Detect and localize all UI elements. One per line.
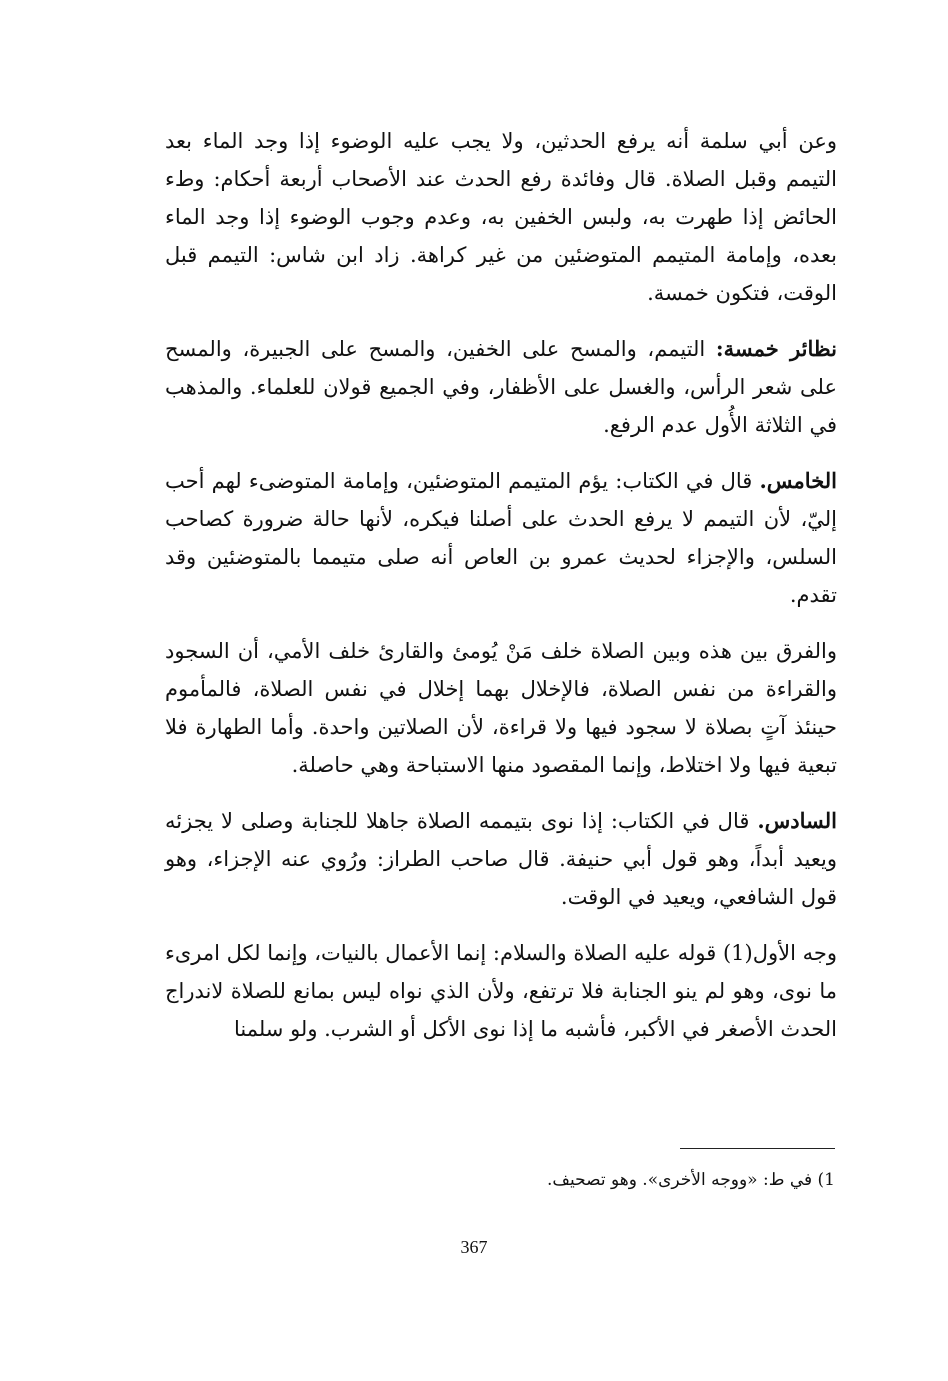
paragraph-lead: الخامس. xyxy=(759,468,837,493)
paragraph-lead: نظائر خمسة: xyxy=(715,336,837,361)
footnote-divider xyxy=(680,1148,835,1149)
paragraph-text: والفرق بين هذه وبين الصلاة خلف مَنْ يُومئ والقارئ خلف الأمي، أن السجود والقراءة من نفس الصلاة، فالإخلال بهما إخلال في نفس الصلاة، فالمأموم حينئذ آتٍ بصلاة لا سجود فيها ولا قراءة، لأن الصلاتين واحدة. وأما الطهارة فلا تبعية فيها ولا اختلاط، وإنما المقصود منها الاستباحة وهي حاصلة. xyxy=(165,639,837,777)
paragraph-text: وجه الأول(1) قوله عليه الصلاة والسلام: إنما الأعمال بالنيات، وإنما لكل امرىء ما نوى، وهو لم ينو الجنابة فلا ترتفع، ولأن الذي نواه ليس بمانع للصلاة لاندراج الحدث الأصغر في الأكبر، فأشبه ما إذا نوى الأكل أو الشرب. ولو سلمنا xyxy=(165,941,837,1041)
paragraph-text: قال في الكتاب: إذا نوى بتيممه الصلاة جاهلا للجنابة وصلى لا يجزئه ويعيد أبداً، وهو قول أبي حنيفة. قال صاحب الطراز: ورُوي عنه الإجزاء، وهو قول الشافعي، ويعيد في الوقت. xyxy=(165,809,837,909)
paragraph-text: التيمم، والمسح على الخفين، والمسح على الجبيرة، والمسح على شعر الرأس، والغسل على الأظفار، وفي الجميع قولان للعلماء. والمذهب في الثلاثة الأُول عدم الرفع. xyxy=(165,337,837,437)
paragraph-lead: السادس. xyxy=(757,808,837,833)
page-number: 367 xyxy=(460,1237,488,1257)
footnote: 1) في ط: «ووجه الأخرى». وهو تصحيف. xyxy=(546,1170,835,1190)
main-text xyxy=(165,122,837,1066)
paragraph-5 xyxy=(165,802,837,916)
paragraph-6 xyxy=(165,934,837,1048)
paragraph-2 xyxy=(165,330,837,444)
paragraph-3 xyxy=(165,462,837,614)
paragraph-4 xyxy=(165,632,837,784)
paragraph-text: قال في الكتاب: يؤم المتيمم المتوضئين، وإمامة المتوضىء لهم أحب إليّ، لأن التيمم لا يرفع الحدث على أصلنا فيكره، لأنها حالة ضرورة كصاحب السلس، والإجزاء لحديث عمرو بن العاص أنه صلى متيمما بالمتوضئين وقد تقدم. xyxy=(165,469,837,607)
paragraph-1 xyxy=(165,122,837,312)
paragraph-text: وعن أبي سلمة أنه يرفع الحدثين، ولا يجب عليه الوضوء إذا وجد الماء بعد التيمم وقبل الصلاة. قال وفائدة رفع الحدث عند الأصحاب أربعة أحكام: وطء الحائض إذا طهرت به، ولبس الخفين به، وعدم وجوب الوضوء إذا وجد الماء بعده، وإمامة المتيمم المتوضئين من غير كراهة. زاد ابن شاس: التيمم قبل الوقت، فتكون خمسة. xyxy=(165,129,837,305)
